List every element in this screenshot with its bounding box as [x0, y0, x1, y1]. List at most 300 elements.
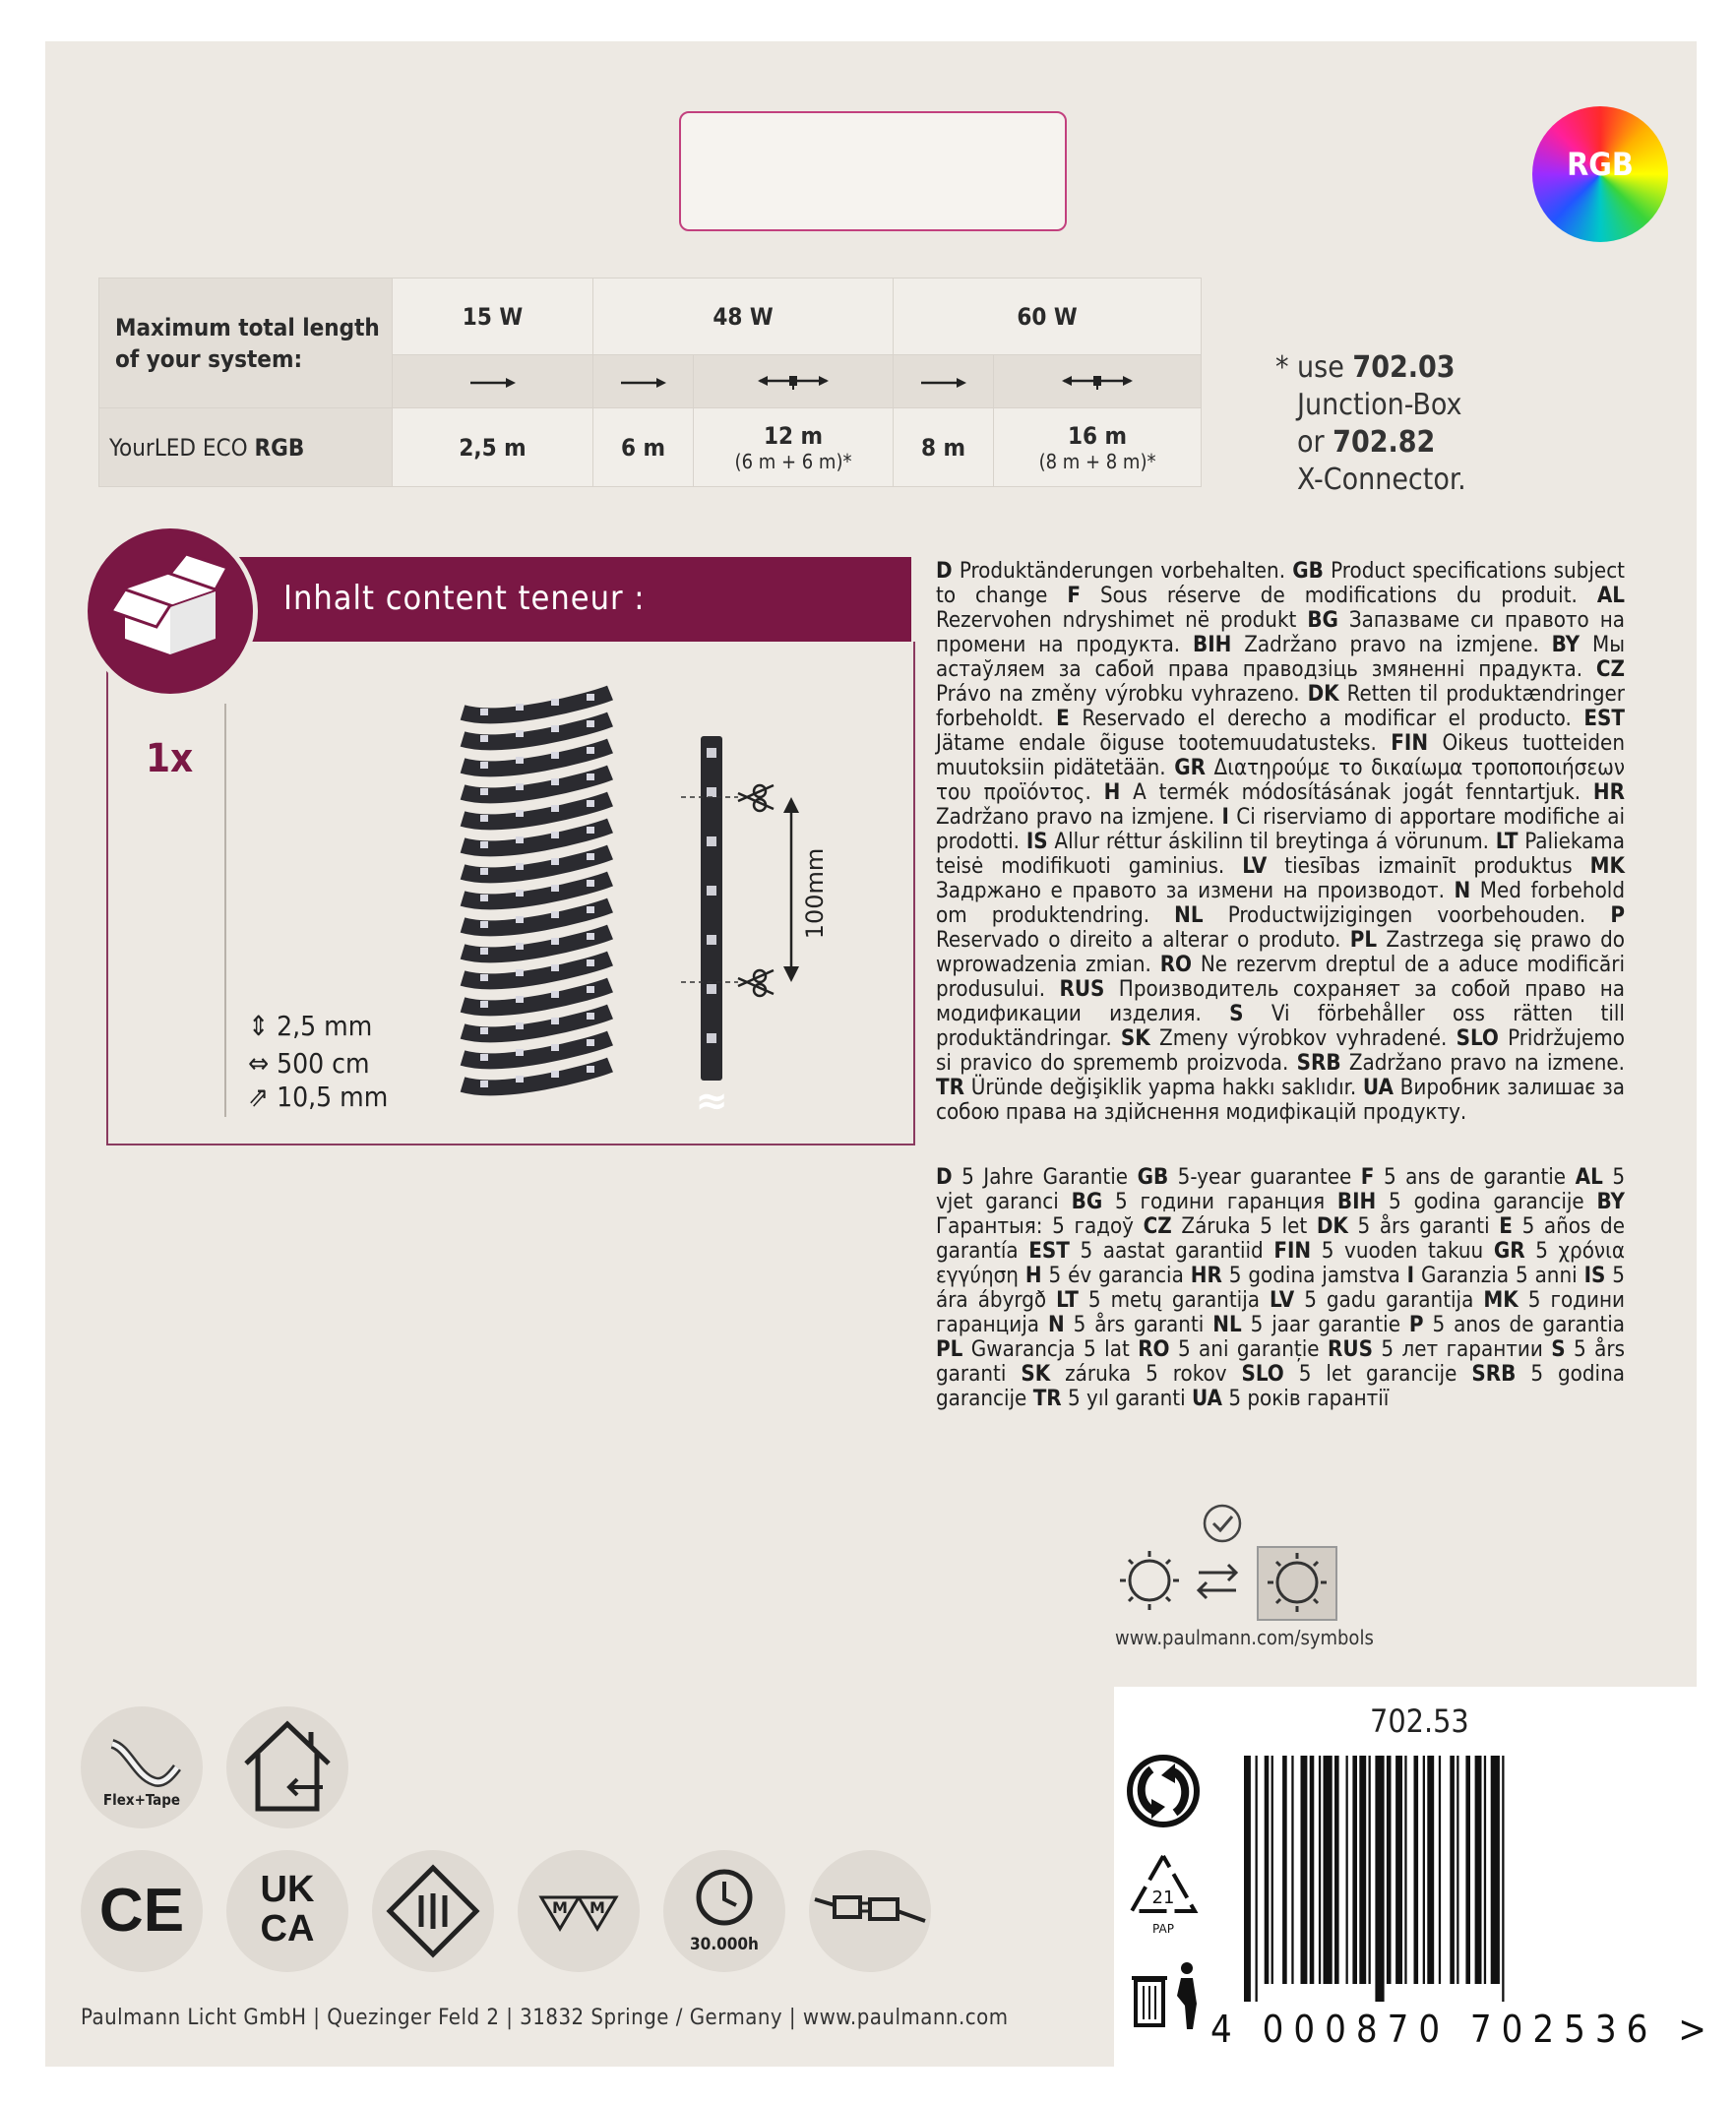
lang-text: 5 години гаранция [1102, 1189, 1337, 1214]
lang-text: 5 jaar garantie [1241, 1312, 1409, 1337]
note-or: or [1297, 425, 1333, 460]
lang-code: FIN [1273, 1238, 1312, 1264]
watt-48: 48 W [593, 278, 894, 355]
lang-text: Záruka 5 let [1171, 1213, 1317, 1239]
indoor-house-icon [226, 1706, 348, 1828]
lang-code: SRB [1296, 1050, 1341, 1076]
lang-code: HR [1592, 779, 1626, 805]
led-chip [480, 948, 488, 955]
x-connector-code: 702.82 [1333, 425, 1436, 460]
lang-code: MK [1589, 853, 1625, 879]
lang-text: Мы астаўляем за сабой права праводзіць змяненні прадукта. [936, 632, 1625, 682]
lang-text: Запазваме си правото на промени на продукта. [936, 607, 1626, 657]
led-chip [516, 836, 524, 843]
ukca-line-1: UK [260, 1869, 315, 1910]
cut-distance-label: 100mm [801, 847, 829, 940]
barcode-bar [1484, 1756, 1486, 1984]
barcode-bar [1346, 1756, 1348, 1984]
lang-text: Garanzia 5 anni [1414, 1263, 1584, 1288]
lang-code: EST [1028, 1238, 1070, 1264]
lang-code: RUS [1059, 976, 1105, 1002]
lang-text: 5 aastat garantiid [1069, 1238, 1274, 1264]
barcode-bar [1369, 1756, 1371, 1984]
lang-code: SK [1021, 1361, 1051, 1387]
system-length-table [98, 278, 1202, 487]
barcode-bar [1387, 1756, 1392, 1984]
led-chip [587, 986, 594, 993]
led-chip [480, 841, 488, 848]
lang-code: D [936, 1164, 953, 1190]
led-chip [551, 911, 559, 918]
led-chip [516, 863, 524, 870]
lang-text: Гарантыя: 5 гадоў [936, 1213, 1144, 1239]
waste-bin-icon [1128, 1956, 1207, 2035]
lang-text: 5 років гарантії [1221, 1386, 1390, 1411]
length-60w-double-note: (8 m + 8 m)* [1038, 449, 1156, 473]
legal-text [936, 559, 1625, 1125]
lang-text: 5 godina garancije [936, 1361, 1625, 1411]
lang-code: IS [1025, 829, 1048, 854]
lang-text: 5 anos de garantia [1423, 1312, 1625, 1337]
lang-code: H [1024, 1263, 1042, 1288]
lang-code: HR [1190, 1263, 1222, 1288]
product-name-rgb: RGB [254, 433, 305, 462]
height-arrow-icon: ⇕ [248, 1010, 270, 1042]
divider [224, 704, 226, 1117]
lang-text: Производитель сохраняет за собой право на модификации изделия. [936, 976, 1625, 1026]
symbols-link[interactable]: www.paulmann.com/symbols [1115, 1626, 1374, 1649]
plug-connector-icon [809, 1850, 931, 1972]
led-chip [587, 880, 594, 887]
lang-code: P [1610, 902, 1625, 928]
contents-title: Inhalt content teneur : [283, 579, 646, 618]
led-chip [480, 921, 488, 928]
lang-code: DK [1307, 681, 1339, 707]
led-chip [551, 805, 559, 812]
barcode-bar [1465, 1756, 1470, 1984]
led-chip [516, 890, 524, 897]
led-chip [480, 709, 488, 715]
scissors-icon [738, 785, 774, 811]
rgb-label: RGB [1567, 146, 1634, 183]
lifetime-badge [663, 1850, 785, 1972]
barcode-bar [1334, 1756, 1339, 1984]
svg-text:M: M [552, 1898, 568, 1917]
barcode-bar [1475, 1756, 1482, 1984]
ukca-badge [226, 1850, 348, 1972]
lang-code: BIH [1336, 1189, 1377, 1214]
led-chip [480, 895, 488, 901]
lang-text: Zadržano pravo na izmene. [1340, 1050, 1625, 1076]
flex-tape-badge [81, 1706, 203, 1828]
led-chip [587, 906, 594, 913]
double-feed-arrow-icon [994, 355, 1202, 408]
led-chip [480, 1027, 488, 1034]
lang-text: 5 metų garantija [1078, 1287, 1271, 1313]
barcode-bar [1271, 1756, 1273, 1984]
company-address: Paulmann Licht GmbH | Quezinger Feld 2 | 31832 Springe / Germany | www.paulmann.com [81, 2006, 1009, 2030]
ce-mark: CE [98, 1877, 185, 1945]
note-line-4: X-Connector. [1297, 463, 1466, 497]
recycle-triangle-icon [1122, 1850, 1205, 1945]
length-48w-double: 12 m [763, 421, 824, 450]
lang-code: NL [1174, 902, 1204, 928]
lang-code: RUS [1327, 1336, 1373, 1362]
lang-code: SRB [1471, 1361, 1517, 1387]
lang-code: H [1103, 779, 1121, 805]
recycle-number: 21 [1151, 1887, 1175, 1908]
lang-code: AL [1596, 583, 1625, 608]
lang-code: D [936, 558, 953, 584]
led-chip [587, 853, 594, 860]
connector-note [1275, 349, 1466, 499]
barcode-bar [1352, 1756, 1357, 1984]
double-feed-arrow-icon [694, 355, 894, 408]
barcode-bar [1256, 1756, 1258, 2002]
dim-width: 10,5 mm [277, 1081, 389, 1113]
lang-text: Rezervohen ndryshimet në produkt [936, 607, 1308, 633]
lang-code: UA [1192, 1386, 1222, 1411]
barcode-bar [1439, 1756, 1441, 1984]
lang-code: RO [1138, 1336, 1170, 1362]
lang-code: IS [1583, 1263, 1606, 1288]
lang-text: Reservado el derecho a modificar el producto. [1069, 706, 1584, 731]
lang-text: 5 év garancia [1041, 1263, 1191, 1288]
led-chip [587, 747, 594, 754]
lang-text: 5 års garanti [936, 1336, 1625, 1387]
led-chip [516, 730, 524, 737]
cut-segment-illustration [679, 728, 886, 1122]
lang-code: LT [1056, 1287, 1079, 1313]
mm-badge [518, 1850, 640, 1972]
length-60w-double-cell [994, 408, 1202, 487]
lang-code: N [1454, 878, 1471, 903]
led-chip [587, 1066, 594, 1073]
led-chip [516, 704, 524, 711]
note-line-1 [1275, 349, 1466, 387]
lang-code: F [1067, 583, 1082, 608]
lang-text: Zastrzega się prawo do wprowadzenia zmian. [936, 927, 1625, 977]
lang-code: EST [1583, 706, 1625, 731]
length-arrow-icon: ⇔ [248, 1047, 270, 1080]
lang-text: 5 Jahre Garantie [952, 1164, 1138, 1190]
contents-banner [197, 557, 911, 642]
table-header-label: Maximum total length of your system: [99, 278, 393, 408]
label-window [679, 111, 1067, 231]
led-chip [587, 720, 594, 727]
lang-code: BIH [1193, 632, 1232, 657]
check-circle-icon [1205, 1506, 1240, 1541]
single-feed-arrow-icon [894, 355, 994, 408]
length-48w-single: 6 m [593, 408, 694, 487]
led-chip [551, 752, 559, 759]
lang-code: DK [1316, 1213, 1348, 1239]
quantity: 1x [146, 736, 194, 781]
lang-code: NL [1212, 1312, 1242, 1337]
barcode-bar [1491, 1756, 1500, 1984]
protection-class-badge [372, 1850, 494, 1972]
lang-text: Ne rezervm dreptul de a aduce modificări produsului. [936, 952, 1625, 1002]
lang-code: TR [936, 1075, 964, 1100]
break-mark-icon: ≈ [695, 1079, 728, 1122]
led-chip [480, 815, 488, 822]
led-chip [480, 1081, 488, 1087]
junction-box-code: 702.03 [1352, 350, 1456, 385]
dim-height-row [248, 1010, 372, 1042]
lang-code: E [1056, 706, 1070, 731]
lang-text: 5 yıl garanti [1061, 1386, 1192, 1411]
barcode-bar [1324, 1756, 1333, 1984]
lang-code: SLO [1241, 1361, 1284, 1387]
barcode-bar [1457, 1756, 1458, 1984]
warranty-text [936, 1165, 1625, 1411]
barcode-bar [1291, 1756, 1293, 1984]
lang-text: Právo na změny výrobku vyhrazeno. [936, 681, 1308, 707]
lang-code: SLO [1456, 1025, 1499, 1051]
barcode-bar [1265, 1756, 1270, 1984]
lang-code: GR [1174, 755, 1206, 780]
lang-text: 5 ani garanție [1169, 1336, 1328, 1362]
lang-code: N [1047, 1312, 1065, 1337]
length-60w-double: 16 m [1067, 421, 1128, 450]
led-chip [480, 1001, 488, 1008]
lang-text: Üründe değişiklik yapma hakkı saklıdır. [964, 1075, 1363, 1100]
lang-code: GB [1292, 558, 1324, 584]
length-48w-double-cell [694, 408, 894, 487]
box-circle [83, 524, 258, 699]
connector-badge [809, 1850, 931, 1972]
lang-text: Product specifications subject to change [936, 558, 1625, 608]
led-chip [480, 788, 488, 795]
led-chip [516, 943, 524, 950]
lang-code: PL [936, 1336, 963, 1362]
lang-text: Jätame endale õiguse tootemuudatusteks. [936, 730, 1392, 756]
product-name-cell [99, 408, 393, 487]
barcode-bar [1310, 1756, 1315, 1984]
led-chip [516, 969, 524, 976]
lang-code: I [1221, 804, 1229, 830]
led-chip [551, 725, 559, 732]
package-box-icon [88, 528, 253, 694]
led-chip [516, 1049, 524, 1056]
led-chip [516, 1022, 524, 1029]
lang-code: GR [1493, 1238, 1525, 1264]
led-chip [516, 810, 524, 817]
indoor-badge [226, 1706, 348, 1828]
barcode [1242, 1756, 1655, 2002]
led-chip [516, 1076, 524, 1083]
lang-code: GB [1137, 1164, 1169, 1190]
ukca-mark [226, 1870, 348, 1949]
dim-width-row [248, 1081, 388, 1113]
barcode-bar [1282, 1756, 1287, 1984]
rgb-badge [1532, 106, 1668, 242]
lang-text: Oikeus tuotteiden muutoksiin pidätetään. [936, 730, 1625, 780]
length-60w-single: 8 m [894, 408, 994, 487]
lang-code: BG [1307, 607, 1338, 633]
lang-text: záruka 5 rokov [1050, 1361, 1242, 1387]
led-chip [551, 832, 559, 838]
lang-text: 5 let garancije [1283, 1361, 1472, 1387]
lang-text: Produktänderungen vorbehalten. [952, 558, 1293, 584]
lang-code: I [1406, 1263, 1415, 1288]
led-chip [587, 774, 594, 780]
led-chip [587, 800, 594, 807]
lang-code: P [1408, 1312, 1424, 1337]
led-chip [551, 1044, 559, 1051]
lang-code: PL [1349, 927, 1378, 953]
led-chip [551, 1071, 559, 1078]
article-number: 702.53 [1370, 1702, 1469, 1740]
led-chip [587, 827, 594, 834]
lang-text: Виробник залишає за собою права на здійснення модифікацій продукту. [936, 1075, 1625, 1125]
lang-text: Sous réserve de modifications du produit. [1081, 583, 1597, 608]
led-chip [516, 916, 524, 923]
lang-text: Задржано е правото за измени на производот. [936, 878, 1455, 903]
length-15w: 2,5 m [393, 408, 593, 487]
flex-tape-icon [81, 1706, 203, 1828]
lang-code: RO [1159, 952, 1193, 977]
led-chip [587, 933, 594, 940]
watt-60: 60 W [894, 278, 1202, 355]
lang-text: 5 godina garancije [1376, 1189, 1597, 1214]
lang-code: UA [1362, 1075, 1394, 1100]
barcode-bar [1395, 1756, 1402, 1984]
barcode-bar [1375, 1756, 1384, 2002]
lifetime-hours: 30.000h [690, 1935, 759, 1954]
lang-text: Retten til produktændringer forbeholdt. [936, 681, 1625, 731]
led-chip [551, 964, 559, 971]
ukca-line-2: CA [260, 1908, 315, 1949]
lang-code: LT [1495, 829, 1519, 854]
lang-code: S [1229, 1001, 1244, 1026]
lang-text: Zadržano pravo na izmjene. [936, 804, 1222, 830]
lang-code: MK [1483, 1287, 1519, 1313]
lang-text: 5 godina jamstva [1221, 1263, 1407, 1288]
lang-text: 5 vuoden takuu [1311, 1238, 1494, 1264]
barcode-bar [1414, 1756, 1419, 1984]
led-chip [587, 959, 594, 966]
note-line-2: Junction-Box [1297, 388, 1462, 422]
lang-text: Pridržujemo si pravico do sprememb proizvoda. [936, 1025, 1625, 1076]
product-name: YourLED ECO [109, 433, 255, 462]
barcode-bar [1404, 1756, 1406, 1984]
lang-text: 5-year guarantee [1168, 1164, 1361, 1190]
sun-icon [1120, 1551, 1179, 1610]
led-chip [587, 1013, 594, 1020]
lang-text: Διατηρούμε το δικαίωμα τροποποιήσεων του προϊόντος. [936, 755, 1625, 805]
lang-text: 5 gadu garantija [1294, 1287, 1484, 1313]
led-chip [551, 699, 559, 706]
dim-length-row [248, 1047, 370, 1080]
led-chip [587, 1039, 594, 1046]
led-chip [551, 1018, 559, 1024]
lang-code: BG [1071, 1189, 1103, 1214]
width-arrow-icon: ⇗ [248, 1081, 270, 1113]
lang-text: 5 vjet garanci [936, 1164, 1626, 1214]
lang-code: CZ [1595, 656, 1625, 682]
lang-text: Zadržano pravo na izmjene. [1231, 632, 1552, 657]
green-dot-icon [1122, 1750, 1205, 1832]
lang-text: Med forbehold om produktendring. [936, 878, 1625, 928]
single-feed-arrow-icon [393, 355, 593, 408]
lang-code: S [1551, 1336, 1566, 1362]
lang-text: 5 лет гарантии [1372, 1336, 1552, 1362]
lang-code: BY [1596, 1189, 1625, 1214]
led-chip [516, 783, 524, 790]
barcode-bar [1244, 1756, 1251, 2002]
lang-code: CZ [1143, 1213, 1172, 1239]
note-prefix: * use [1275, 350, 1353, 385]
lang-text: Paliekama teisė modifikuoti gaminius. [936, 829, 1625, 879]
barcode-bar [1450, 1756, 1455, 1984]
lang-code: E [1499, 1213, 1513, 1239]
lang-code: F [1360, 1164, 1375, 1190]
lang-code: BY [1551, 632, 1581, 657]
lang-text: Gwarancja 5 lat [962, 1336, 1139, 1362]
led-chip [516, 757, 524, 764]
lang-text: 5 χρόνια εγγύηση [936, 1238, 1625, 1288]
barcode-bar [1359, 1756, 1366, 1984]
barcode-bar [1301, 1756, 1308, 1984]
swap-arrows-icon [1199, 1565, 1236, 1598]
led-chip [480, 762, 488, 769]
led-chip [480, 868, 488, 875]
barcode-bar [1319, 1756, 1321, 1984]
lang-code: TR [1032, 1386, 1062, 1411]
dim-length: 500 cm [277, 1047, 370, 1080]
lang-text: Allur réttur áskilinn til breytinga á vörunum. [1047, 829, 1496, 854]
recycle-material: PAP [1152, 1922, 1174, 1936]
lang-code: LV [1242, 853, 1268, 879]
led-chip [587, 694, 594, 701]
lang-code: SK [1120, 1025, 1150, 1051]
watt-15: 15 W [393, 278, 593, 355]
lang-text: 5 ára ábyrgð [936, 1263, 1625, 1313]
lang-text: 5 años de garantía [936, 1213, 1625, 1264]
single-feed-arrow-icon [593, 355, 694, 408]
flex-tape-label: Flex+Tape [102, 1791, 181, 1809]
led-chip [551, 991, 559, 998]
lang-text: Zmeny výrobkov vyhradené. [1149, 1025, 1457, 1051]
lang-text: 5 ans de garantie [1374, 1164, 1576, 1190]
lang-text: 5 års garanti [1064, 1312, 1213, 1337]
lang-text: 5 години гаранција [936, 1287, 1625, 1337]
lang-text: 5 års garanti [1347, 1213, 1500, 1239]
led-strip-coil-illustration [443, 679, 630, 1112]
dim-height: 2,5 mm [277, 1010, 373, 1042]
lang-text: Reservado o direito a alterar o produto. [936, 927, 1350, 953]
lang-code: AL [1575, 1164, 1603, 1190]
lang-code: LV [1270, 1287, 1295, 1313]
length-48w-double-note: (6 m + 6 m)* [734, 449, 852, 473]
ean-digits: 4 000870 702536 > [1210, 2008, 1716, 2051]
lang-code: FIN [1391, 730, 1429, 756]
led-chip [551, 778, 559, 785]
led-chip [480, 1054, 488, 1061]
barcode-bar [1427, 1756, 1434, 1984]
lang-text: Productwijzigingen voorbehouden. [1203, 902, 1611, 928]
mm-furniture-icon [518, 1850, 640, 1972]
led-chip [551, 885, 559, 892]
light-color-symbol [1114, 1504, 1350, 1622]
led-chip [551, 858, 559, 865]
lang-text: tiesības izmainīt produktus [1267, 853, 1590, 879]
lang-text: Ci riserviamo di apportare modifiche ai prodotti. [936, 804, 1625, 854]
led-chip [516, 996, 524, 1003]
barcode-bar [1502, 1756, 1504, 2002]
led-chip [480, 974, 488, 981]
